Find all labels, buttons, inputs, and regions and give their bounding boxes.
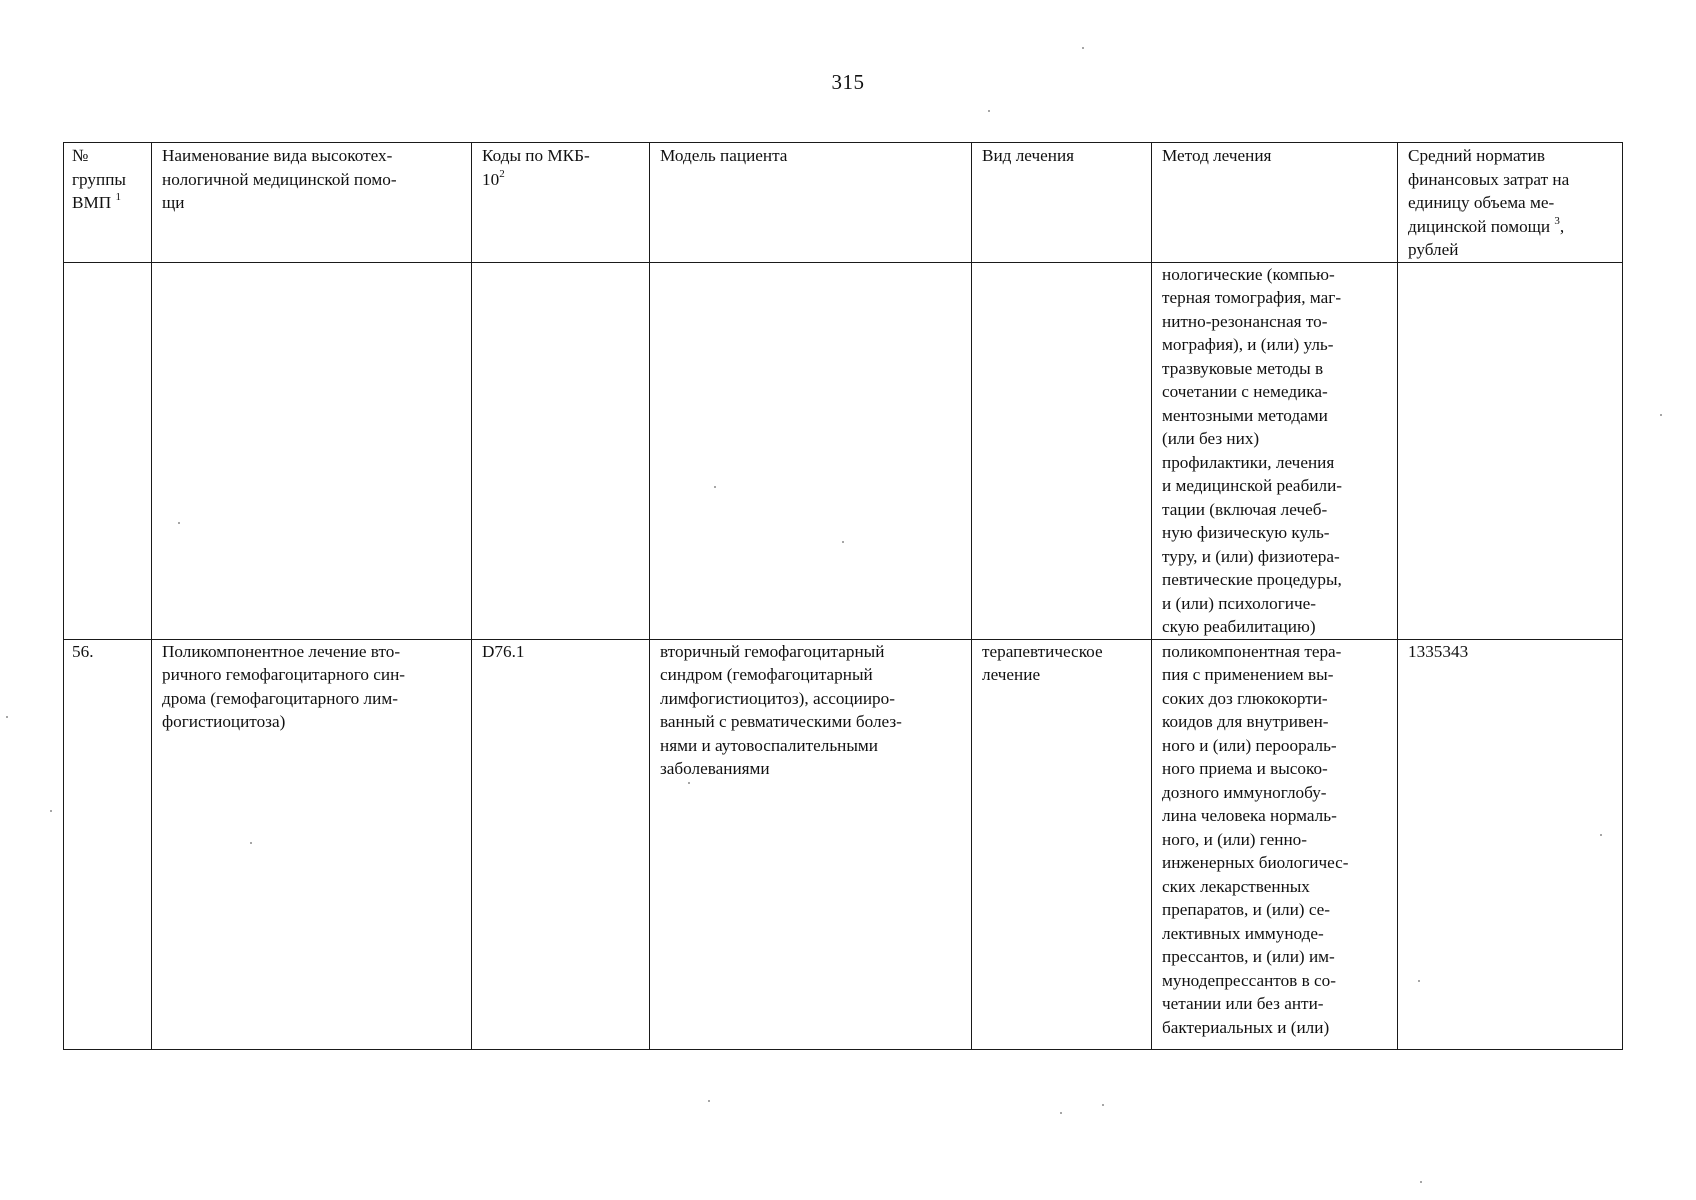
cell-patient-model: вторичный гемофагоцитарный синдром (гемофагоцитарный лимфогистиоцитоз), ассоцииро- ванный с ревматическими болез- нями и аутовоспалительными заболеваниями [650, 639, 972, 1049]
scan-speck [988, 110, 990, 112]
scan-speck [1600, 834, 1602, 836]
table-row-continuation [64, 262, 1623, 639]
header-treatment-method: Метод лечения [1152, 143, 1398, 263]
scan-speck [714, 486, 716, 488]
header-icd-codes: Коды по МКБ- $10^2$ [472, 143, 650, 263]
scan-speck [688, 782, 690, 784]
header-group-number: № группы ВМП $^1$ [64, 143, 152, 263]
scan-speck [178, 522, 180, 524]
scan-speck [1418, 980, 1420, 982]
scan-speck [1082, 47, 1084, 49]
scan-speck [1060, 1112, 1062, 1114]
cell-average-cost: 1335343 [1398, 639, 1623, 1049]
cell-icd-code: D76.1 [472, 639, 650, 1049]
scan-speck [1102, 1104, 1104, 1106]
cell-name-empty [152, 262, 472, 639]
cell-treatment-empty [972, 262, 1152, 639]
scan-speck [50, 810, 52, 812]
vmp-table [63, 142, 1623, 1050]
header-patient-model: Модель пациента [650, 143, 972, 263]
header-treatment-type: Вид лечения [972, 143, 1152, 263]
cell-method-continuation: нологические (компью- терная томография, маг- нитно-резонансная то- мография), и (или) уль- тразвуковые методы в сочетании с немедика- ментозными методами (или без них) профилактики, лечения и медицинской реабили- тации (включая лечеб- ную физическую куль- туру, и (или) физиотера- певтические процедуры, и (или) психологиче- скую реабилитацию) [1152, 262, 1398, 639]
scan-speck [6, 716, 8, 718]
cell-codes-empty [472, 262, 650, 639]
cell-treatment-type: терапевтическое лечение [972, 639, 1152, 1049]
scan-speck [842, 541, 844, 543]
scan-speck [250, 842, 252, 844]
cell-cost-empty [1398, 262, 1623, 639]
scan-speck [1420, 1181, 1422, 1183]
header-care-type-name: Наименование вида высокотех- нологичной медицинской помо- щи [152, 143, 472, 263]
cell-group-empty [64, 262, 152, 639]
scan-speck [708, 1100, 710, 1102]
table-header-row [64, 143, 1623, 263]
cell-model-empty [650, 262, 972, 639]
header-average-cost: Средний норматив финансовых затрат на единицу объема ме- дицинской помощи $^3$, рублей [1398, 143, 1623, 263]
scan-speck [1660, 414, 1662, 416]
cell-care-type-name: Поликомпонентное лечение вто- ричного гемофагоцитарного син- дрома (гемофагоцитарного лим- фогистиоцитоза) [152, 639, 472, 1049]
page-number: 315 [831, 70, 865, 94]
table-row-56 [64, 639, 1623, 1049]
cell-treatment-method: поликомпонентная тера- пия с применением вы- соких доз глюкокорти- коидов для внутривен- ного и (или) пероораль- ного приема и высоко- дозного иммуноглобу- лина человека нормаль- ного, и (или) генно- инженерных биологичес- ских лекарственных препаратов, и (или) се- лективных иммуноде- прессантов, и (или) им- мунодепрессантов в со- четании или без анти- бактериальных и (или) [1152, 639, 1398, 1049]
cell-group-number: 56. [64, 639, 152, 1049]
